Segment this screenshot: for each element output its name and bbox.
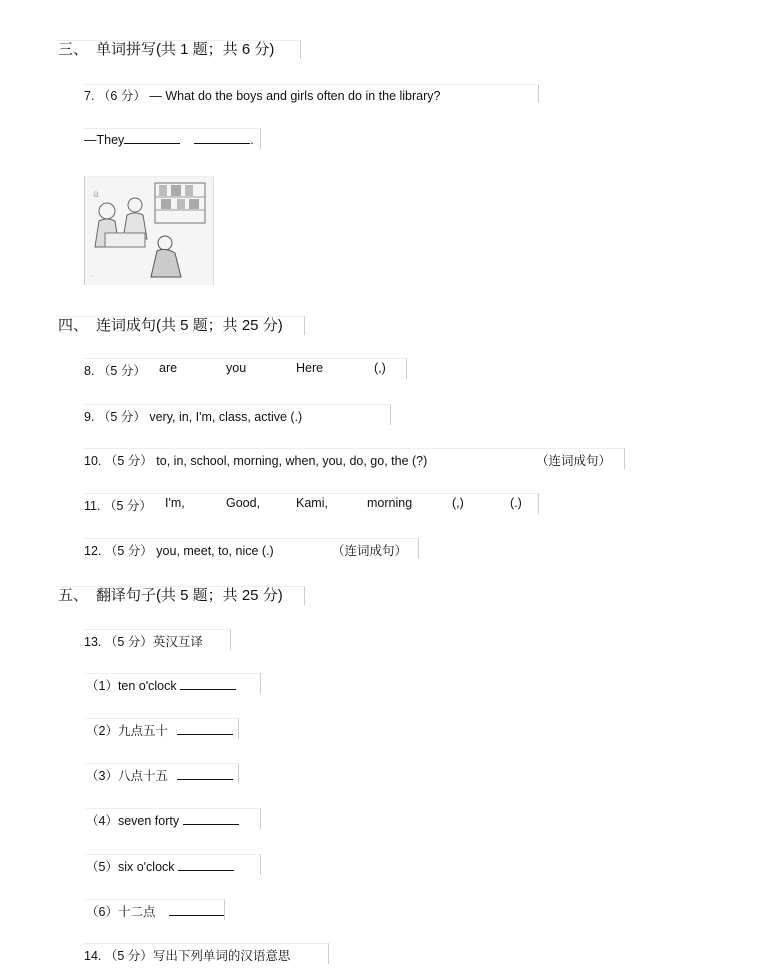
word: you xyxy=(226,361,247,375)
question-text: — What do the boys and girls often do in the library? xyxy=(149,89,441,103)
section-number: 三、 xyxy=(58,41,89,58)
sub-label: （3） xyxy=(86,769,118,783)
section-number: 四、 xyxy=(58,317,89,334)
sub-label: （2） xyxy=(86,724,118,738)
question-text: 写出下列单词的汉语意思 xyxy=(152,949,291,963)
sub-text: 八点十五 xyxy=(117,769,168,783)
word: Here xyxy=(296,361,324,375)
word: (,) xyxy=(374,361,386,375)
question-box xyxy=(84,448,625,469)
sub-box xyxy=(86,899,225,920)
svg-text:a: a xyxy=(93,189,99,200)
sub-text: six o'clock xyxy=(117,860,175,874)
question-box xyxy=(84,358,407,379)
question-number: 11. xyxy=(84,499,101,513)
sub-box xyxy=(86,854,261,875)
question-note: （连词成句） xyxy=(536,454,612,468)
question-box xyxy=(84,538,419,559)
sub-box xyxy=(86,673,261,694)
question-box xyxy=(84,493,539,514)
question-box xyxy=(84,404,391,425)
sub-text: seven forty xyxy=(117,814,180,828)
question-number: 8. xyxy=(84,364,95,378)
section-box xyxy=(56,586,305,605)
question-number: 9. xyxy=(84,410,95,424)
sub-text: ten o'clock xyxy=(117,679,177,693)
svg-text:.: . xyxy=(91,270,94,280)
answer-prefix: —They xyxy=(84,133,125,147)
question-score: （5 分） xyxy=(97,410,146,424)
sub-label: （4） xyxy=(86,814,118,828)
question-score: （5 分） xyxy=(97,364,146,378)
word: (.) xyxy=(510,496,522,510)
library-sketch-icon xyxy=(85,177,213,285)
word: are xyxy=(159,361,178,375)
question-score: （5 分） xyxy=(103,499,152,513)
word: Good, xyxy=(226,496,261,510)
sub-text: 九点五十 xyxy=(117,724,168,738)
question-number: 14. xyxy=(84,949,102,963)
word: (,) xyxy=(452,496,464,510)
question-text: very, in, I'm, class, active (.) xyxy=(149,410,303,424)
question-box xyxy=(84,84,539,103)
question-score: （5 分） xyxy=(104,949,153,963)
question-number: 7. xyxy=(84,89,95,103)
question-text: you, meet, to, nice (.) xyxy=(156,544,274,558)
section-number: 五、 xyxy=(58,587,89,604)
section-box xyxy=(56,316,305,335)
question-score: （5 分） xyxy=(104,635,153,649)
word: Kami, xyxy=(296,496,328,510)
section-title: 连词成句(共 5 题；共 25 分) xyxy=(96,317,283,334)
sub-box xyxy=(86,763,239,784)
question-number: 10. xyxy=(84,454,102,468)
answer-box xyxy=(84,128,261,149)
question-box xyxy=(84,943,329,964)
section-box xyxy=(56,40,301,59)
word-first: I'm, xyxy=(165,496,185,510)
sub-text: 十二点 xyxy=(117,905,156,919)
library-illustration xyxy=(84,176,214,285)
question-number: 13. xyxy=(84,635,102,649)
word: morning xyxy=(367,496,413,510)
question-box xyxy=(84,629,231,650)
question-score: （5 分） xyxy=(104,544,153,558)
section-title: 单词拼写(共 1 题；共 6 分) xyxy=(96,41,275,58)
answer-end: . xyxy=(250,133,254,147)
sub-label: （5） xyxy=(86,860,118,874)
section-title: 翻译句子(共 5 题；共 25 分) xyxy=(96,587,283,604)
sub-label: （6） xyxy=(86,905,118,919)
question-text: 英汉互译 xyxy=(152,635,203,649)
question-text: to, in, school, morning, when, you, do, go, the (?) xyxy=(156,454,428,468)
sub-label: （1） xyxy=(86,679,118,693)
question-score: （6 分） xyxy=(97,89,146,103)
question-score: （5 分） xyxy=(104,454,153,468)
sub-box xyxy=(86,808,261,829)
question-note: （连词成句） xyxy=(332,544,408,558)
question-number: 12. xyxy=(84,544,102,558)
sub-box xyxy=(86,718,239,739)
